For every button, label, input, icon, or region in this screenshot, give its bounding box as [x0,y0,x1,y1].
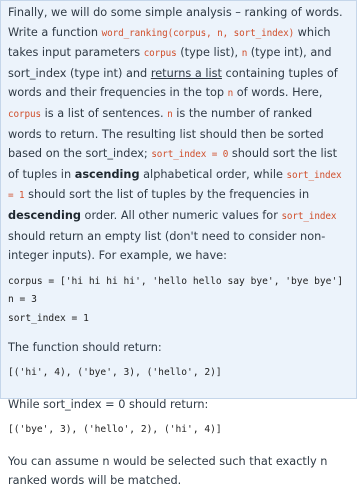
return-label: The function should return: [8,340,162,354]
ascending-emphasis: ascending [74,167,140,181]
returns-a-list-link[interactable]: returns a list [150,66,222,80]
code-line-n: n = 3 [8,294,37,306]
sort-index-zero-code: sort_index = 0 [151,149,229,161]
n-code: n [241,48,248,60]
intro-text: which takes input parameters [8,25,331,60]
zero-sort-value-code: [('bye', 3), ('hello', 2), ('hi', 4)] [8,424,222,436]
intro-text: of words. Here, [233,86,323,100]
example-code-block [8,273,348,329]
intro-text: order. All other numeric values for [80,208,282,222]
intro-paragraph [8,3,348,266]
code-line-sort-index: sort_index = 1 [8,312,89,324]
return-value-code: [('hi', 4), ('bye', 3), ('hello', 2)] [8,367,222,379]
descending-emphasis: descending [8,208,81,222]
function-signature-code: word_ranking(corpus, n, sort_index) [101,27,295,39]
intro-text: (type int), and sort_index (type int) and [8,46,332,80]
corpus-code: corpus [143,48,177,60]
n-code: n [227,88,234,100]
intro-text: should sort the list of tuples by the frequencies in [24,188,310,202]
intro-text: is the number of ranked words to return. The resulting list should then be sorted based on the sort_index; [8,106,324,161]
corpus-code: corpus [8,108,41,120]
code-line-corpus: corpus = ['hi hi hi hi', 'hello hello say bye', 'bye bye'] [8,275,344,287]
intro-text: is a list of sentences. [40,106,168,120]
sort-index-code: sort_index [281,210,337,222]
closing-note: You can assume n would be selected such that exactly n ranked words will be matched. [8,454,328,488]
sort-index-one-code: sort_index = 1 [8,169,342,202]
intro-text: (type list), [176,46,242,60]
intro-text: alphabetical order, while [139,167,287,181]
intro-text: should sort the list of tuples in [8,147,338,181]
intro-text: should return an empty list (don't need to consider non-integer inputs). For example, we have: [8,229,326,263]
intro-text: Finally, we will do some simple analysis – ranking of words. Write a function [8,6,343,39]
zero-sort-label: While sort_index = 0 should return: [8,397,209,411]
intro-text: containing tuples of words and their frequencies in the top [8,66,338,100]
n-code: n [167,108,173,120]
